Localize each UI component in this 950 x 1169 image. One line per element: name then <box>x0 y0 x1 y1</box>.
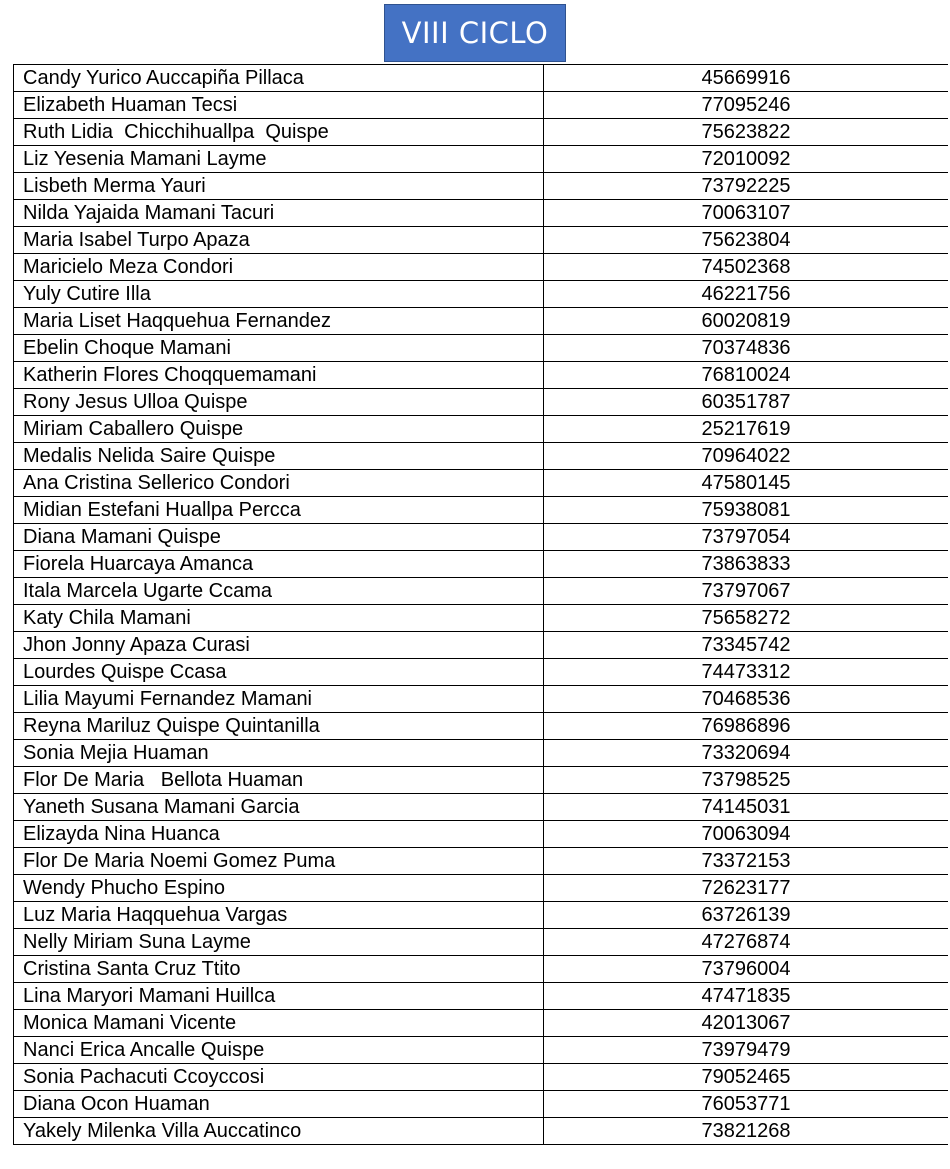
table-row <box>14 578 949 605</box>
student-dni-cell: 76986896 <box>544 713 949 740</box>
student-name-cell: Maricielo Meza Condori <box>14 254 544 281</box>
student-dni-cell: 47471835 <box>544 983 949 1010</box>
student-dni-cell: 76810024 <box>544 362 949 389</box>
student-rows <box>14 65 949 1145</box>
student-name-cell: Diana Mamani Quispe <box>14 524 544 551</box>
student-name-cell: Cristina Santa Cruz Ttito <box>14 956 544 983</box>
student-name-cell: Lisbeth Merma Yauri <box>14 173 544 200</box>
student-dni-cell: 60351787 <box>544 389 949 416</box>
student-name-cell: Reyna Mariluz Quispe Quintanilla <box>14 713 544 740</box>
student-dni-cell: 73372153 <box>544 848 949 875</box>
student-dni-cell: 73320694 <box>544 740 949 767</box>
student-name-cell: Sonia Mejia Huaman <box>14 740 544 767</box>
student-dni-cell: 73797054 <box>544 524 949 551</box>
student-dni-cell: 79052465 <box>544 1064 949 1091</box>
student-name-cell: Elizabeth Huaman Tecsi <box>14 92 544 119</box>
student-name-cell: Diana Ocon Huaman <box>14 1091 544 1118</box>
student-dni-cell: 76053771 <box>544 1091 949 1118</box>
table-row <box>14 659 949 686</box>
table-row <box>14 389 949 416</box>
student-dni-cell: 77095246 <box>544 92 949 119</box>
table-row <box>14 740 949 767</box>
student-name-cell: Sonia Pachacuti Ccoyccosi <box>14 1064 544 1091</box>
table-row <box>14 200 949 227</box>
student-dni-cell: 60020819 <box>544 308 949 335</box>
student-dni-cell: 73796004 <box>544 956 949 983</box>
table-row <box>14 929 949 956</box>
table-row <box>14 92 949 119</box>
student-dni-cell: 70964022 <box>544 443 949 470</box>
table-row <box>14 308 949 335</box>
section-title: VIII CICLO <box>384 4 566 62</box>
student-name-cell: Lilia Mayumi Fernandez Mamani <box>14 686 544 713</box>
student-dni-cell: 72623177 <box>544 875 949 902</box>
student-dni-cell: 72010092 <box>544 146 949 173</box>
table-row <box>14 632 949 659</box>
table-row <box>14 821 949 848</box>
table-row <box>14 227 949 254</box>
table-row <box>14 605 949 632</box>
student-name-cell: Miriam Caballero Quispe <box>14 416 544 443</box>
table-row <box>14 551 949 578</box>
student-name-cell: Ruth Lidia Chicchihuallpa Quispe <box>14 119 544 146</box>
table-row <box>14 848 949 875</box>
student-dni-cell: 73345742 <box>544 632 949 659</box>
table-row <box>14 146 949 173</box>
table-row <box>14 983 949 1010</box>
table-row <box>14 767 949 794</box>
student-name-cell: Candy Yurico Auccapiña Pillaca <box>14 65 544 92</box>
student-name-cell: Flor De Maria Bellota Huaman <box>14 767 544 794</box>
student-dni-cell: 70063107 <box>544 200 949 227</box>
table-row <box>14 362 949 389</box>
student-name-cell: Liz Yesenia Mamani Layme <box>14 146 544 173</box>
table-row <box>14 497 949 524</box>
student-name-cell: Yaneth Susana Mamani Garcia <box>14 794 544 821</box>
student-dni-cell: 74145031 <box>544 794 949 821</box>
table-row <box>14 254 949 281</box>
table-row <box>14 65 949 92</box>
student-name-cell: Midian Estefani Huallpa Percca <box>14 497 544 524</box>
student-dni-cell: 46221756 <box>544 281 949 308</box>
table-row <box>14 902 949 929</box>
student-name-cell: Rony Jesus Ulloa Quispe <box>14 389 544 416</box>
student-name-cell: Elizayda Nina Huanca <box>14 821 544 848</box>
student-name-cell: Fiorela Huarcaya Amanca <box>14 551 544 578</box>
student-dni-cell: 75623822 <box>544 119 949 146</box>
table-row <box>14 470 949 497</box>
student-name-cell: Nelly Miriam Suna Layme <box>14 929 544 956</box>
student-dni-cell: 73792225 <box>544 173 949 200</box>
table-row <box>14 686 949 713</box>
student-name-cell: Nanci Erica Ancalle Quispe <box>14 1037 544 1064</box>
student-name-cell: Yakely Milenka Villa Auccatinco <box>14 1118 544 1145</box>
student-name-cell: Wendy Phucho Espino <box>14 875 544 902</box>
student-dni-cell: 75623804 <box>544 227 949 254</box>
table-row <box>14 1037 949 1064</box>
student-name-cell: Katy Chila Mamani <box>14 605 544 632</box>
student-name-cell: Medalis Nelida Saire Quispe <box>14 443 544 470</box>
student-table <box>13 64 948 1145</box>
student-name-cell: Ana Cristina Sellerico Condori <box>14 470 544 497</box>
student-dni-cell: 75938081 <box>544 497 949 524</box>
table-row <box>14 173 949 200</box>
student-dni-cell: 47276874 <box>544 929 949 956</box>
student-dni-cell: 25217619 <box>544 416 949 443</box>
student-dni-cell: 45669916 <box>544 65 949 92</box>
student-dni-cell: 42013067 <box>544 1010 949 1037</box>
student-dni-cell: 63726139 <box>544 902 949 929</box>
student-name-cell: Flor De Maria Noemi Gomez Puma <box>14 848 544 875</box>
table-row <box>14 956 949 983</box>
student-name-cell: Nilda Yajaida Mamani Tacuri <box>14 200 544 227</box>
student-dni-cell: 73821268 <box>544 1118 949 1145</box>
student-name-cell: Yuly Cutire Illa <box>14 281 544 308</box>
student-name-cell: Lina Maryori Mamani Huillca <box>14 983 544 1010</box>
table-row <box>14 281 949 308</box>
table-row <box>14 443 949 470</box>
table-row <box>14 713 949 740</box>
student-dni-cell: 74502368 <box>544 254 949 281</box>
table-row <box>14 119 949 146</box>
table-row <box>14 1091 949 1118</box>
student-dni-cell: 47580145 <box>544 470 949 497</box>
table-row <box>14 1118 949 1145</box>
student-dni-cell: 73863833 <box>544 551 949 578</box>
table-row <box>14 1010 949 1037</box>
table-row <box>14 1064 949 1091</box>
table-row <box>14 524 949 551</box>
student-dni-cell: 73798525 <box>544 767 949 794</box>
student-dni-cell: 75658272 <box>544 605 949 632</box>
student-name-cell: Luz Maria Haqquehua Vargas <box>14 902 544 929</box>
student-dni-cell: 70374836 <box>544 335 949 362</box>
student-name-cell: Itala Marcela Ugarte Ccama <box>14 578 544 605</box>
student-name-cell: Monica Mamani Vicente <box>14 1010 544 1037</box>
table-row <box>14 335 949 362</box>
student-dni-cell: 73797067 <box>544 578 949 605</box>
student-name-cell: Katherin Flores Choqquemamani <box>14 362 544 389</box>
student-name-cell: Lourdes Quispe Ccasa <box>14 659 544 686</box>
student-dni-cell: 70063094 <box>544 821 949 848</box>
student-dni-cell: 70468536 <box>544 686 949 713</box>
table-row <box>14 794 949 821</box>
student-name-cell: Ebelin Choque Mamani <box>14 335 544 362</box>
table-row <box>14 875 949 902</box>
student-dni-cell: 73979479 <box>544 1037 949 1064</box>
student-name-cell: Maria Isabel Turpo Apaza <box>14 227 544 254</box>
student-name-cell: Jhon Jonny Apaza Curasi <box>14 632 544 659</box>
student-dni-cell: 74473312 <box>544 659 949 686</box>
student-name-cell: Maria Liset Haqquehua Fernandez <box>14 308 544 335</box>
table-row <box>14 416 949 443</box>
